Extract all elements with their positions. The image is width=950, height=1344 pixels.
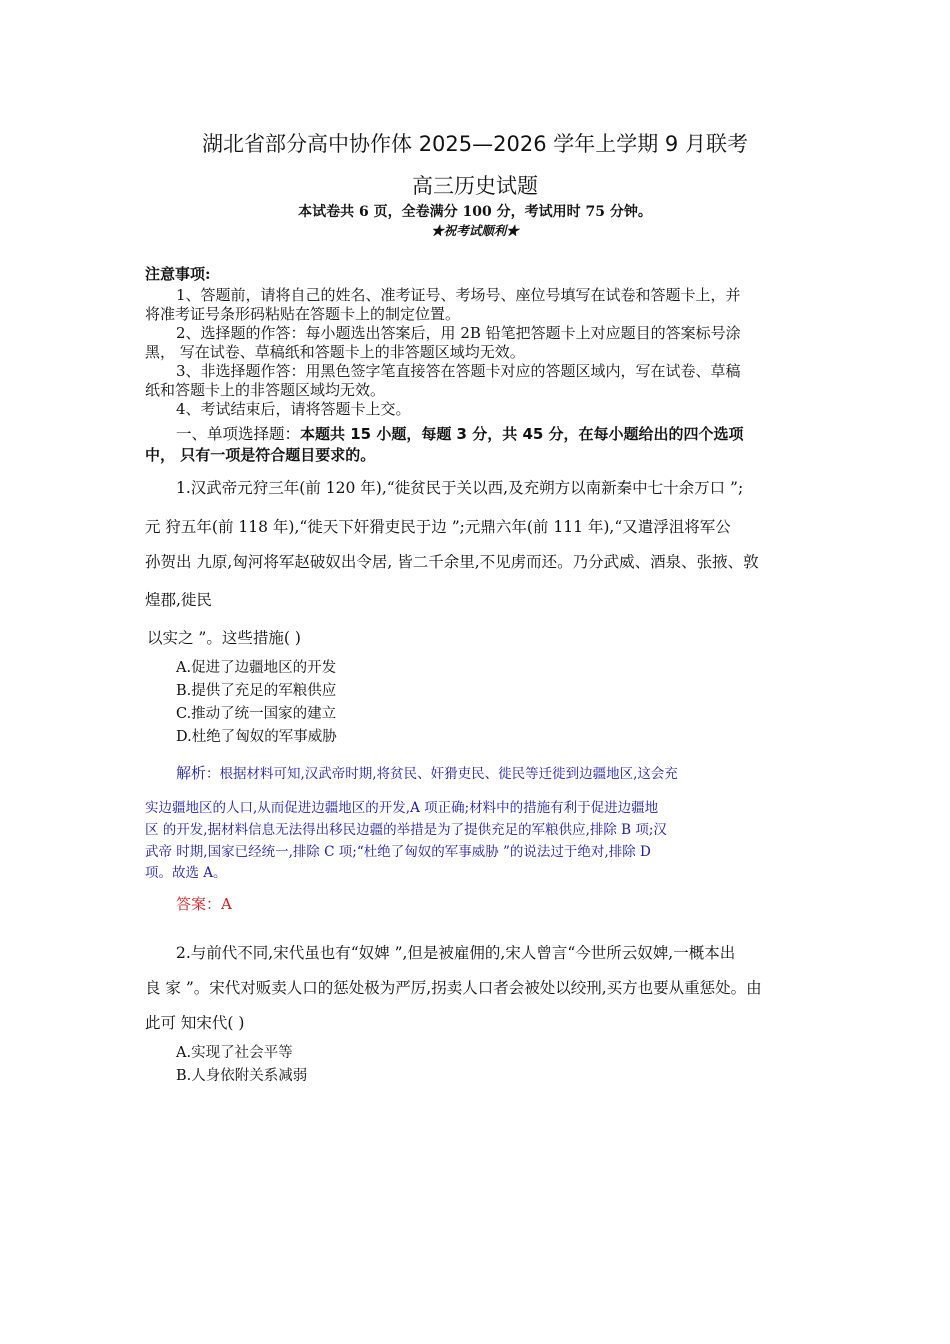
notes-line: 4、考试结束后，请将答题卡上交。	[176, 400, 411, 418]
q1-stem-line: 元 狩五年(前 118 年),“徙天下奸猾吏民于边 ”;元鼎六年(前 111 年),“又遣浮沮将军公	[145, 518, 731, 536]
q1-stem-line: 煌郡,徙民	[145, 591, 212, 609]
q1-option-d: D.杜绝了匈奴的军事威胁	[176, 729, 337, 745]
section-prefix: 一、单项选择题：	[176, 425, 301, 443]
analysis-text: ：根据材料可知,汉武帝时期,将贫民、奸猾吏民、徙民等迁徙到边疆地区,这会充	[206, 766, 678, 782]
q1-option-a: A.促进了边疆地区的开发	[176, 660, 337, 676]
analysis-label: 解析	[176, 764, 207, 782]
q2-option-a: A.实现了社会平等	[176, 1045, 293, 1061]
q1-answer	[176, 893, 232, 914]
q1-stem-line: 1.汉武帝元狩三年(前 120 年),“徙贫民于关以西,及充朔方以南新秦中七十余万口 ”;	[176, 479, 744, 497]
q1-analysis-line: 区 的开发,据材料信息无法得出移民边疆的举措是为了提供充足的军粮供应,排除 B 项;汉	[145, 822, 667, 838]
answer-value: ：A	[206, 895, 232, 913]
exam-title: 湖北省部分高中协作体 2025—2026 学年上学期 9 月联考	[202, 132, 748, 156]
exam-wish: ★祝考试顺利★	[431, 223, 519, 238]
exam-subtitle: 高三历史试题	[412, 174, 538, 198]
answer-label: 答案	[176, 895, 207, 913]
notes-line: 纸和答题卡上的非答题区域均无效。	[145, 381, 386, 399]
notes-line: 1、答题前，请将自己的姓名、准考证号、考场号、座位号填写在试卷和答题卡上，并	[176, 286, 741, 304]
q1-analysis	[176, 762, 678, 783]
notes-heading: 注意事项:	[145, 265, 211, 283]
notes-line: 黑， 写在试卷、草稿纸和答题卡上的非答题区域均无效。	[145, 343, 525, 361]
notes-line: 3、非选择题作答：用黑色签字笔直接答在答题卡对应的答题区域内，写在试卷、草稿	[176, 362, 741, 380]
exam-info: 本试卷共 6 页，全卷满分 100 分，考试用时 75 分钟。	[298, 204, 652, 220]
q1-stem-line: 以实之 ”。这些措施( )	[147, 629, 301, 647]
q2-stem-line: 此可 知宋代( )	[145, 1014, 245, 1032]
notes-line: 2、选择题的作答：每小题选出答案后，用 2B 铅笔把答题卡上对应题目的答案标号涂	[176, 324, 741, 342]
q2-stem-line: 良 家 ”。宋代对贩卖人口的惩处极为严厉,拐卖人口者会被处以绞刑,买方也要从重惩处。由	[145, 979, 762, 997]
section-heading	[176, 422, 744, 444]
q1-option-c: C.推动了统一国家的建立	[176, 706, 337, 722]
section-rule: 本题共 15 小题，每题 3 分，共 45 分，在每小题给出的四个选项	[300, 425, 744, 443]
q1-analysis-line: 武帝 时期,国家已经统一,排除 C 项;“杜绝了匈奴的军事威胁 ”的说法过于绝对,排除 D	[145, 844, 651, 860]
section-heading-cont: 中， 只有一项是符合题目要求的。	[145, 446, 376, 464]
q1-stem-line: 孙贺出 九原,匈河将军赵破奴出令居, 皆二千余里,不见虏而还。乃分武威、酒泉、张掖、敦	[145, 553, 759, 571]
notes-line: 将准考证号条形码粘贴在答题卡上的制定位置。	[145, 305, 461, 323]
q2-option-b: B.人身依附关系减弱	[176, 1068, 308, 1084]
q1-option-b: B.提供了充足的军粮供应	[176, 683, 337, 699]
q1-analysis-line: 项。故选 A。	[145, 865, 227, 881]
q1-analysis-line: 实边疆地区的人口,从而促进边疆地区的开发,A 项正确;材料中的措施有利于促进边疆地	[145, 800, 659, 816]
q2-stem-line: 2.与前代不同,宋代虽也有“奴婢 ”,但是被雇佣的,宋人曾言“今世所云奴婢,一概本出	[176, 944, 736, 962]
